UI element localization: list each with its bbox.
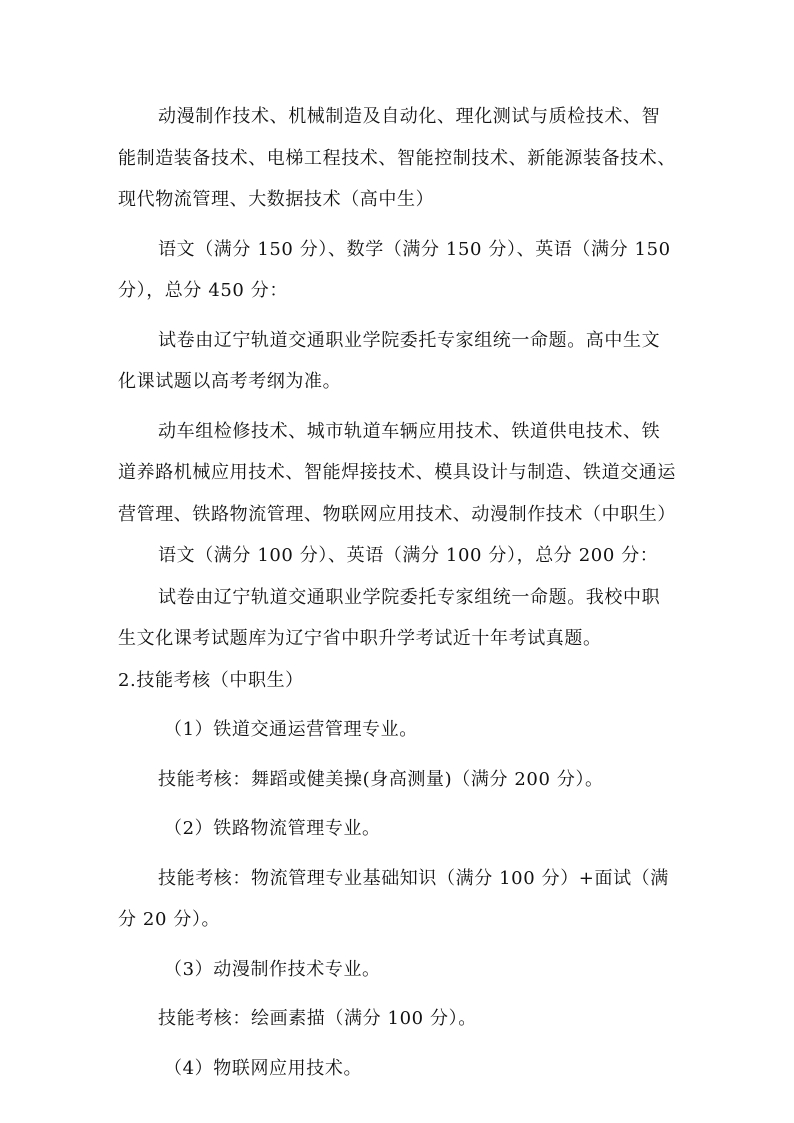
item-2-detail: 技能考核：物流管理专业基础知识（满分 100 分）+面试（满分 20 分）。 [118, 867, 669, 930]
paragraph-exam-source-vocational: 试卷由辽宁轨道交通职业学院委托专家组统一命题。我校中职生文化课考试题库为辽宁省中职升学考试近十年考试真题。 [118, 586, 661, 649]
paragraph-majors-highschool: 动漫制作技术、机械制造及自动化、理化测试与质检技术、智能制造装备技术、电梯工程技术、智能控制技术、新能源装备技术、现代物流管理、大数据技术（高中生） [118, 106, 676, 210]
item-1-detail: 技能考核：舞蹈或健美操(身高测量)（满分 200 分）。 [158, 768, 604, 790]
item-3-heading: （3）动漫制作技术专业。 [164, 958, 381, 980]
paragraph-exam-subjects-vocational: 语文（满分 100 分）、英语（满分 100 分），总分 200 分： [158, 545, 659, 566]
paragraph-majors-vocational: 动车组检修技术、城市轨道车辆应用技术、铁道供电技术、铁道养路机械应用技术、智能焊接技术、模具设计与制造、铁道交通运营管理、铁路物流管理、物联网应用技术、动漫制作技术（中职生） [118, 420, 676, 525]
item-2-heading: （2）铁路物流管理专业。 [164, 818, 381, 839]
item-1-heading: （1）铁道交通运营管理专业。 [164, 719, 418, 740]
paragraph-exam-subjects-highschool: 语文（满分 150 分）、数学（满分 150 分）、英语（满分 150 分），总分 450 分： [118, 238, 671, 301]
document-body [118, 96, 678, 1089]
section-heading-skill-assessment: 2.技能考核（中职生） [118, 669, 304, 691]
item-3-detail: 技能考核：绘画素描（满分 100 分）。 [158, 1008, 477, 1029]
paragraph-exam-source-highschool: 试卷由辽宁轨道交通职业学院委托专家组统一命题。高中生文化课试题以高考考纲为准。 [118, 329, 661, 392]
item-4-heading: （4）物联网应用技术。 [164, 1057, 363, 1079]
